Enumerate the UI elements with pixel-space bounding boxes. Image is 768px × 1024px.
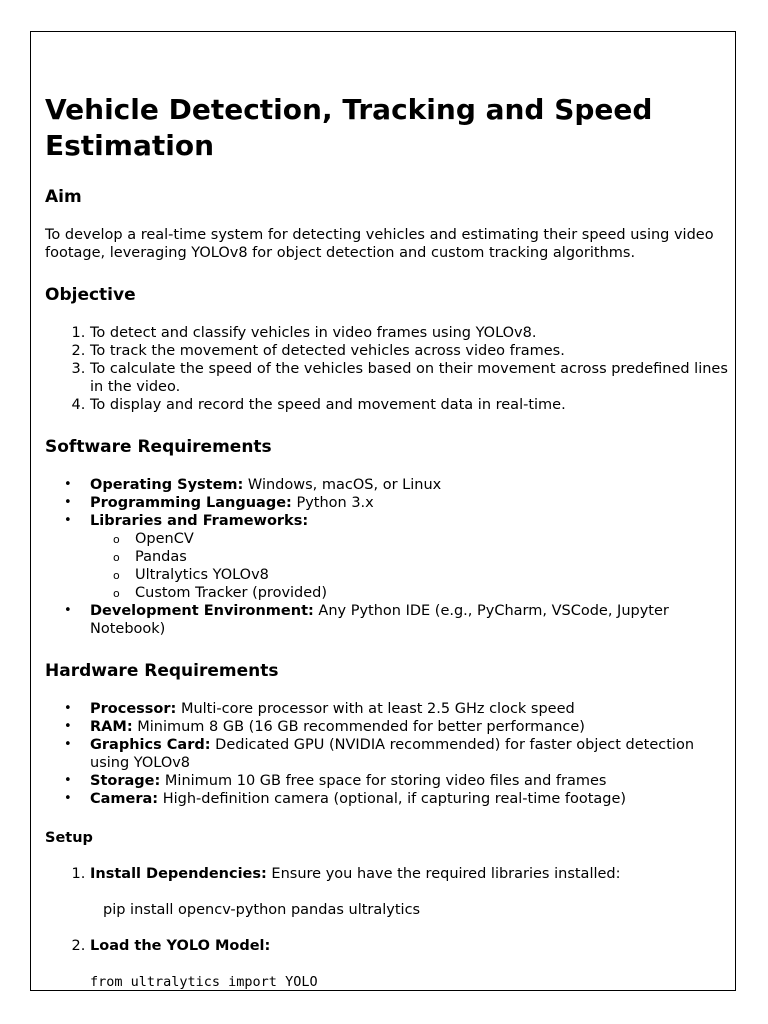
- software-list: [45, 476, 735, 638]
- aim-text: To develop a real-time system for detecting vehicles and estimating their speed using video footage, leveraging YOLOv8 for object detection and custom tracking algorithms.: [45, 227, 714, 261]
- objective-item: 3. To calculate the speed of the vehicles based on their movement across predefined lines in the video.: [90, 360, 735, 396]
- hardware-value: Multi-core processor with at least 2.5 GHz clock speed: [176, 701, 575, 717]
- hardware-list: [45, 700, 735, 808]
- os-value: Windows, macOS, or Linux: [243, 477, 442, 493]
- hardware-value: High-definition camera (optional, if capturing real-time footage): [158, 791, 627, 807]
- install-command: pip install opencv-python pandas ultralytics: [103, 902, 421, 918]
- objective-heading: Objective: [45, 285, 136, 305]
- software-item-dev-env: [45, 602, 735, 638]
- document-title: Vehicle Detection, Tracking and Speed Estimation: [45, 93, 653, 162]
- step1-value: Ensure you have the required libraries installed:: [266, 866, 621, 882]
- hardware-heading: Hardware Requirements: [45, 661, 279, 681]
- language-label: Programming Language:: [90, 495, 292, 511]
- libraries-label: Libraries and Frameworks:: [90, 513, 309, 529]
- software-item-os: [45, 476, 735, 494]
- software-heading: Software Requirements: [45, 437, 272, 457]
- library-item: o OpenCV: [45, 530, 735, 548]
- hardware-label: Camera:: [90, 791, 159, 807]
- software-item-language: [45, 494, 735, 512]
- hardware-value: Minimum 10 GB free space for storing video files and frames: [160, 773, 607, 789]
- step2-label: Load the YOLO Model:: [90, 938, 271, 954]
- library-item: o Pandas: [45, 548, 735, 566]
- step1-label: Install Dependencies:: [90, 866, 267, 882]
- hardware-item: [45, 700, 735, 718]
- setup-step-1: [90, 865, 735, 919]
- hardware-label: Graphics Card:: [90, 737, 211, 753]
- document-page: [30, 31, 736, 991]
- hardware-value: Minimum 8 GB (16 GB recommended for better performance): [132, 719, 585, 735]
- setup-step-2: [90, 937, 735, 991]
- setup-list: [45, 865, 735, 991]
- hardware-item: [45, 772, 735, 790]
- hardware-item: [45, 790, 735, 808]
- hardware-value: Dedicated GPU (NVIDIA recommended) for faster object detection using YOLOv8: [90, 737, 695, 771]
- dev-env-value: Any Python IDE (e.g., PyCharm, VSCode, Jupyter Notebook): [90, 603, 669, 637]
- software-item-libraries: [45, 512, 735, 602]
- aim-heading: Aim: [45, 187, 82, 207]
- dev-env-label: Development Environment:: [90, 603, 314, 619]
- language-value: Python 3.x: [291, 495, 374, 511]
- hardware-item: [45, 718, 735, 736]
- setup-heading: Setup: [45, 830, 93, 846]
- library-item: o Custom Tracker (provided): [45, 584, 735, 602]
- code-snippet: from ultralytics import YOLO: [90, 974, 318, 990]
- objective-item: 1. To detect and classify vehicles in video frames using YOLOv8.: [90, 324, 735, 342]
- hardware-label: RAM:: [90, 719, 133, 735]
- hardware-label: Processor:: [90, 701, 177, 717]
- hardware-label: Storage:: [90, 773, 161, 789]
- libraries-sublist: [90, 530, 735, 602]
- hardware-item: [45, 736, 735, 772]
- library-item: o Ultralytics YOLOv8: [45, 566, 735, 584]
- objective-item: 2. To track the movement of detected vehicles across video frames.: [90, 342, 735, 360]
- document-content: [45, 92, 735, 991]
- objective-item: 4. To display and record the speed and movement data in real-time.: [90, 396, 735, 414]
- objective-list: [45, 324, 735, 414]
- os-label: Operating System:: [90, 477, 244, 493]
